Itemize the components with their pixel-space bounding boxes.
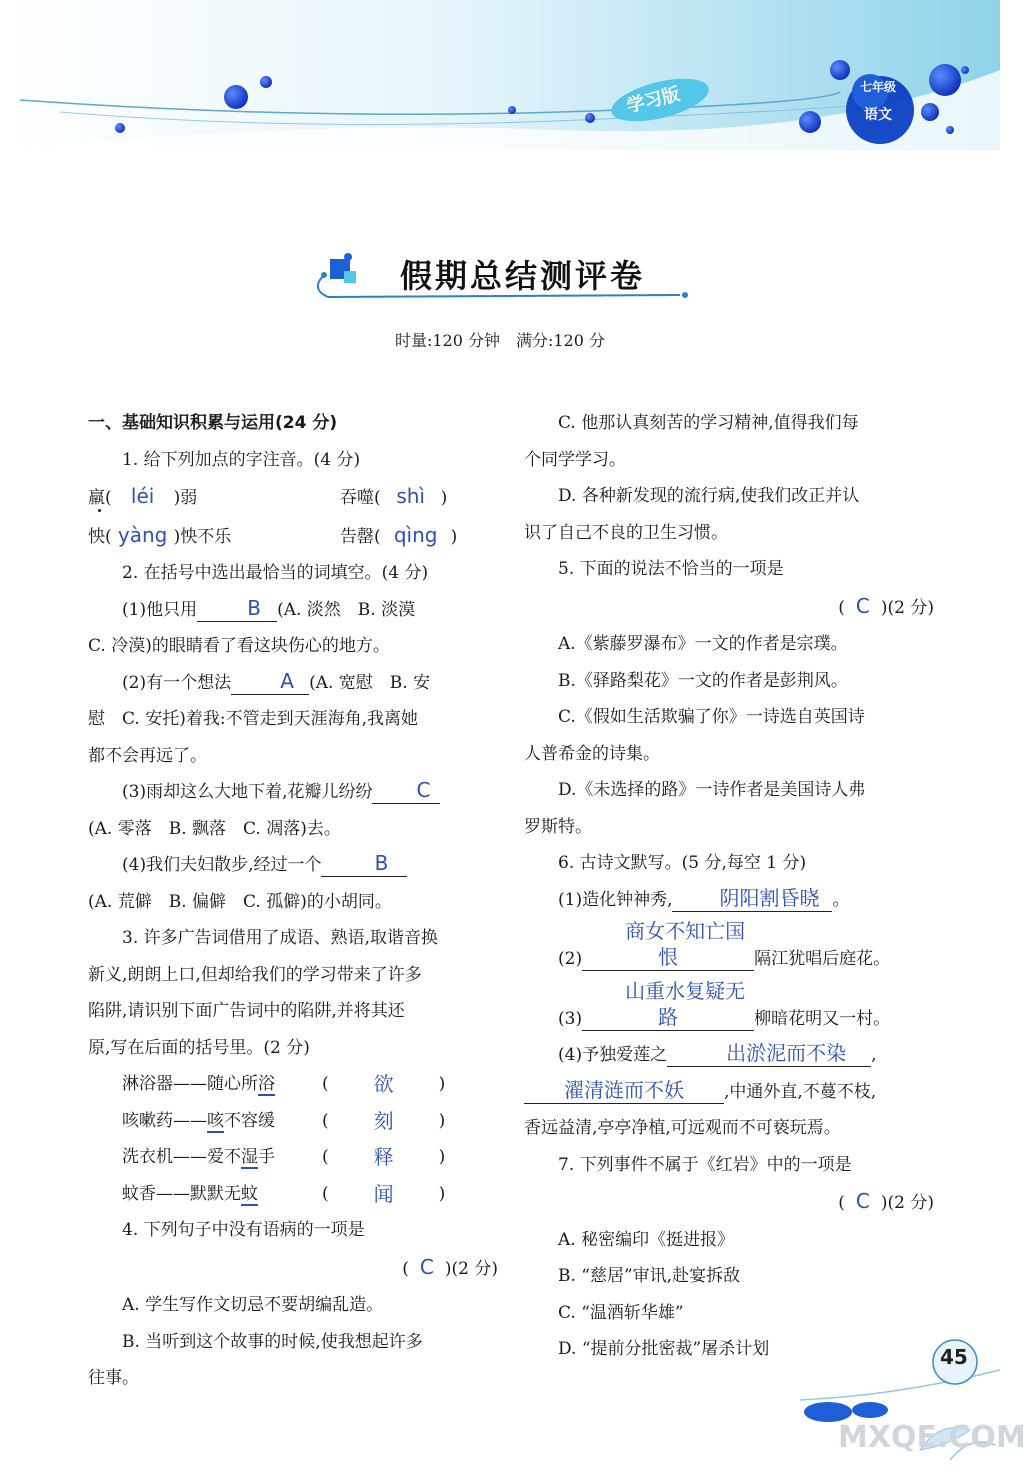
ad-keyword: 咳 [207, 1110, 224, 1131]
q2-1-text: (1)他只用 [122, 599, 198, 620]
q1-item-suffix: )怏不乐 [173, 526, 232, 547]
q6-4-end: , [871, 1045, 877, 1065]
q1-stem: 1. 给下列加点的字注音。(4 分) [122, 449, 361, 470]
q2-4-text: (4)我们夫妇散步,经过一个 [122, 855, 322, 875]
answer-blank: A [231, 668, 309, 695]
q4-option-d: D. 各种新发现的流行病,使我们改正并认 [558, 486, 860, 506]
q7-answer-line: ( C )(2 分) [524, 1183, 934, 1222]
handwritten-answer: C [855, 593, 870, 618]
q3-stem-3: 陷阱,请识别下面广告词中的陷阱,并将其还 [88, 1001, 405, 1021]
q2-3-cont: (A. 零落 B. 飘落 C. 凋落)去。 [88, 818, 341, 839]
q3-stem-2: 新义,朗朗上口,但却给我们的学习带来了许多 [88, 964, 422, 985]
q7-stem: 7. 下列事件不属于《红岩》中的一项是 [558, 1154, 852, 1175]
q6-5 [524, 1074, 934, 1111]
answer-blank: 濯清涟而不妖 [524, 1077, 724, 1104]
q7-option-b: B. “慈居”审讯,赴宴拆敌 [558, 1266, 741, 1286]
q6-5-end: ,中通外直,不蔓不枝, [724, 1081, 877, 1102]
footer-leaf-icon [804, 1402, 852, 1422]
handwritten-answer: C [419, 1254, 434, 1279]
section-heading: 一、基础知识积累与运用(24 分) [88, 413, 338, 433]
handwritten-answer: qìng [393, 522, 438, 547]
q4-option-d-cont: 识了自己不良的卫生习惯。 [524, 522, 728, 543]
q5-option-d: D.《未选择的路》一诗作者是美国诗人弗 [558, 780, 866, 800]
answer-blank: 山重水复疑无路 [582, 978, 754, 1031]
q3-stem-4: 原,写在后面的括号里。(2 分) [88, 1037, 310, 1058]
q5-option-c-cont: 人普希金的诗集。 [524, 743, 660, 764]
q1-item-suffix: ) [440, 488, 448, 508]
q6-2 [524, 918, 934, 978]
ad-text: 洗衣机——爱不 [122, 1147, 241, 1167]
handwritten-answer: léi [130, 484, 155, 508]
ad-keyword: 蚊 [241, 1183, 258, 1204]
q2-2-cont2: 都不会再远了。 [88, 745, 207, 766]
q2-1-options: (A. 淡然 B. 淡漠 [277, 599, 416, 620]
q4-option-c-cont: 个同学学习。 [524, 449, 626, 470]
handwritten-answer: 释 [373, 1145, 394, 1169]
handwritten-answer: C [855, 1189, 870, 1213]
q1-item: 怏( [88, 526, 112, 547]
handwritten-answer: 刻 [373, 1108, 394, 1133]
ad-keyword: 湿 [241, 1147, 258, 1167]
q6-6: 香远益清,亭亭净植,可远观而不可亵玩焉。 [524, 1118, 841, 1138]
q2-1-cont: C. 冷漠)的眼睛看了看这块伤心的地方。 [88, 636, 390, 656]
answer-blank: 阴阳割昏晓 [672, 885, 832, 912]
q4-answer-line: ( C )(2 分) [88, 1249, 498, 1288]
q2-2-options: (A. 宽慰 B. 安 [309, 672, 431, 693]
q5-stem: 5. 下面的说法不恰当的一项是 [558, 559, 784, 579]
q2-4 [88, 847, 498, 884]
ad-text: 淋浴器——随心所 [122, 1074, 258, 1094]
q5-option-d-cont: 罗斯特。 [524, 816, 592, 837]
page-number: 45 [940, 1345, 968, 1369]
handwritten-answer: shì [396, 484, 425, 508]
q5-score: )(2 分) [880, 597, 934, 618]
q1-row-1 [88, 478, 498, 517]
page-title: 假期总结测评卷 [400, 257, 646, 295]
header-banner [0, 0, 1000, 200]
q5-option-b: B.《驿路梨花》一文的作者是彭荆风。 [558, 670, 848, 691]
q7-option-c: C. “温酒斩华雄” [558, 1302, 684, 1323]
right-column [524, 405, 934, 1368]
q2-stem: 2. 在括号中选出最恰当的词填空。(4 分) [122, 563, 429, 583]
ad-text-end: 手 [258, 1147, 275, 1167]
q6-3 [524, 978, 934, 1038]
q6-4-text: (4)予独爱莲之 [558, 1045, 668, 1065]
ad-text: 咳嗽药—— [122, 1110, 207, 1131]
q1-item: 羸( [88, 488, 112, 508]
answer-blank: 商女不知亡国恨 [582, 918, 754, 971]
q4-option-b-cont: 往事。 [88, 1368, 139, 1388]
ad-text-end: 不容缓 [224, 1110, 275, 1131]
edition-badge: 学习版 [624, 83, 683, 118]
title-block [300, 245, 700, 305]
q3-ad-row: 蚊香——默默无蚊 ( 闻 ) [88, 1176, 498, 1213]
q5-option-a: A.《紫藤罗瀑布》一文的作者是宗璞。 [558, 634, 848, 654]
handwritten-answer: 欲 [373, 1072, 394, 1096]
answer-blank: B [321, 850, 407, 877]
q6-2-end: 隔江犹唱后庭花。 [754, 949, 891, 969]
grade-badge: 七年级 [860, 80, 897, 94]
q7-option-d: D. “提前分批密裁”屠杀计划 [558, 1339, 770, 1359]
q1-item: 吞噬( [340, 488, 381, 508]
handwritten-answer: yàng [117, 522, 168, 547]
q2-2-cont: 慰 C. 安托)着我:不管走到天涯海角,我离她 [88, 709, 418, 729]
decor-dot-icon [224, 85, 248, 109]
subject-badge: 语文 [864, 107, 892, 123]
q7-option-a: A. 秘密编印《挺进报》 [558, 1229, 735, 1250]
q2-2 [88, 665, 498, 702]
left-column [88, 405, 498, 1397]
q4-option-b: B. 当听到这个故事的时候,使我想起许多 [122, 1331, 423, 1352]
q6-2-text: (2) [558, 949, 583, 969]
answer-blank: C [372, 777, 440, 804]
q4-option-c: C. 他那认真刻苦的学习精神,值得我们每 [558, 413, 859, 433]
q3-stem: 3. 许多广告词借用了成语、熟语,取谐音换 [122, 928, 439, 948]
q1-row-2 [88, 517, 498, 556]
q3-ad-row: 淋浴器——随心所浴 ( 欲 ) [88, 1066, 498, 1103]
q3-ad-row: 洗衣机——爱不湿手 ( 释 ) [88, 1139, 498, 1176]
q3-ad-row: 咳嗽药——咳不容缓 ( 刻 ) [88, 1103, 498, 1140]
q2-4-cont: (A. 荒僻 B. 偏僻 C. 孤僻)的小胡同。 [88, 891, 392, 912]
q2-3 [88, 774, 498, 811]
ad-text: 蚊香——默默无 [122, 1183, 241, 1204]
q6-1-end: 。 [832, 889, 850, 910]
q5-option-c: C.《假如生活欺骗了你》一诗选自英国诗 [558, 707, 865, 727]
q6-stem: 6. 古诗文默写。(5 分,每空 1 分) [558, 853, 807, 873]
q1-item: 告罄( [340, 526, 381, 547]
answer-blank: 出淤泥而不染 [667, 1040, 871, 1067]
q5-answer-line: ( C )(2 分) [524, 588, 934, 627]
q6-4 [524, 1037, 934, 1074]
q6-3-end: 柳暗花明又一村。 [754, 1008, 891, 1029]
q6-1 [524, 882, 934, 919]
q1-item-suffix: ) [450, 526, 458, 547]
exam-meta: 时量:120 分钟 满分:120 分 [394, 331, 606, 350]
q6-1-text: (1)造化钟神秀, [558, 889, 673, 910]
handwritten-answer: 闻 [373, 1181, 394, 1206]
q1-item-suffix: )弱 [173, 488, 198, 508]
q2-3-text: (3)雨却这么大地下着,花瓣儿纷纷 [122, 782, 373, 802]
q4-score: )(2 分) [444, 1258, 498, 1279]
q2-1 [88, 592, 498, 629]
q4-stem: 4. 下列句子中没有语病的一项是 [122, 1220, 365, 1240]
q6-3-text: (3) [558, 1008, 583, 1029]
answer-blank: B [197, 595, 277, 622]
watermark: MXQE.COM [838, 1420, 1026, 1455]
q7-score: )(2 分) [880, 1193, 934, 1213]
q4-option-a: A. 学生写作文切忌不要胡编乱造。 [122, 1295, 384, 1315]
ad-keyword: 浴 [258, 1074, 275, 1094]
q2-2-text: (2)有一个想法 [122, 672, 232, 693]
